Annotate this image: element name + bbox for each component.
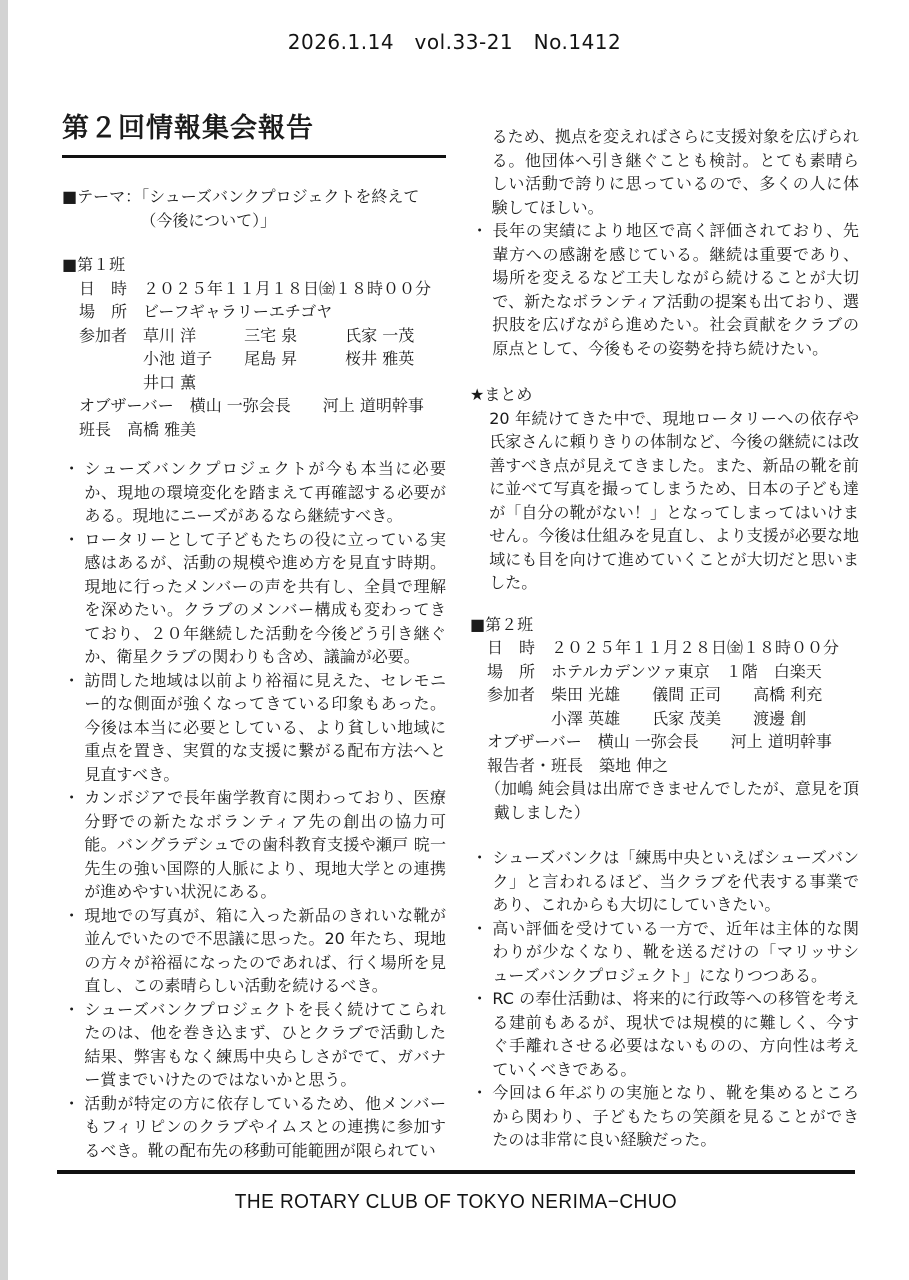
bullet-text: RC の奉仕活動は、将来的に行政等への移管を考える建前もあるが、現状では規模的に難しく、今すぐ手離れさせる必要はないものの、方向性は考えていくべきである。 [492,989,859,1079]
theme-line: ■テーマ：「シューズバンクプロジェクトを終えて [62,187,420,206]
bullet-marker: ・ [63,459,80,478]
bullet-marker: ・ [63,1093,80,1113]
bullet-marker: ・ [471,989,488,1008]
bullet-item [62,786,446,904]
theme-block [62,185,446,232]
footer [57,1170,855,1214]
bullet-item [62,998,446,1092]
meta-line: 場 所 ビーフギャラリーエチゴヤ [79,302,333,321]
group2-meta [487,636,859,777]
bullet-marker: ・ [471,918,488,938]
two-column-layout [0,54,909,1162]
meta-line: オブザーバー 横山 一弥会長 河上 道明幹事 [487,732,832,751]
bullet-text: 活動が特定の方に依存しているため、他メンバーもフィリピンのクラブやイムスとの連携に参加するべき。靴の配布先の移動可能範囲が限られてい [84,1093,446,1160]
absence-note: （加嶋 純会員は出席できませんでしたが、意見を頂戴しました） [485,779,859,822]
meta-line: 小澤 英雄 氏家 茂美 渡邊 創 [487,708,807,728]
bullet-text: 長年の実績により地区で高く評価されており、先輩方への感謝を感じている。継続は重要であり、場所を変えるなど工夫しながら続けることが大切で、新たなボランティア活動の提案も出ており、選択肢を広げながら進めたい。社会貢献をクラブの原点として、今後もその姿勢を持ち続けたい。 [492,221,859,358]
bullet-item [62,1092,446,1163]
left-column [62,54,446,1162]
bullet-marker: ・ [471,848,488,867]
bullet-text: カンボジアで長年歯学教育に関わっており、医療分野での新たなボランティア先の創出の協力可能。バングラデシュでの歯科教育支援や瀬戸 晥一先生の強い国際的人脈により、現地大学との連携が進めやすい状況にある。 [84,788,446,901]
meta-line: オブザーバー 横山 一弥会長 河上 道明幹事 [79,396,424,415]
group1-bullet-list [62,457,446,1162]
scan-edge [0,0,8,1280]
bullet-marker: ・ [471,1083,488,1102]
group2-bullet-list [470,846,859,1152]
bullet-text: 訪問した地域は以前より裕福に見えた、セレモニー的な側面が強くなってきている印象もあった。今後は本当に必要としている、より貧しい地域に重点を置き、実質的な支援に繋がる配布方法へと見直すべき。 [84,670,446,784]
bullet-item [62,669,446,787]
bullet-text: 今回は６年ぶりの実施となり、靴を集めるところから関わり、子どもたちの笑顔を見ることができたのは非常に良い経験だった。 [492,1083,859,1149]
group1-meta [79,277,446,442]
continued-paragraph: るため、拠点を変えればさらに支援対象を広げられる。他団体へ引き継ぐことも検討。とても素晴らしい活動で誇りに思っているので、多くの人に体験してほしい。 [491,127,859,217]
bullet-marker: ・ [471,221,488,240]
bullet-text: ロータリーとして子どもたちの役に立っている実感はあるが、活動の規模や進め方を見直す時期。現地に行ったメンバーの声を共有し、全員で理解を深めたい。クラブのメンバー構成も変わってきており、２０年継続した活動を今後どう引き継ぐか、衛星クラブの関わりも含め、議論が必要。 [84,529,446,666]
group2-heading: ■第２班 [470,614,534,634]
bullet-item [470,1081,859,1152]
club-name: THE ROTARY CLUB OF TOKYO NERIMA−CHUO [234,1190,678,1213]
bullet-item [62,904,446,998]
bullet-item [470,846,859,917]
meta-line: 日 時 ２０２５年１１月１８日㈮１８時００分 [79,278,432,298]
bullet-item [470,219,859,360]
right-top-bullet-list [470,219,859,360]
meta-line: 井口 薫 [79,372,197,392]
bullet-item [470,987,859,1081]
bullet-text: シューズバンクは「練馬中央といえばシューズバンク」と言われるほど、当クラブを代表する事業であり、これからも大切にしていきたい。 [492,848,859,914]
meta-line: 日 時 ２０２５年１１月２８日㈮１８時００分 [487,638,840,657]
bullet-marker: ・ [63,788,80,807]
group1-heading: ■第１班 [62,255,126,274]
footer-rule [57,1170,855,1174]
bullet-text: シューズバンクプロジェクトが今も本当に必要か、現地の環境変化を踏まえて再確認する必要がある。現地にニーズがあるなら継続すべき。 [84,459,446,525]
bullet-item [62,457,446,528]
bullet-text: 高い評価を受けている一方で、近年は主体的な関わりが少なくなり、靴を送るだけの「マリッサシューズバンクプロジェクト」になりつつある。 [492,918,859,985]
bullet-marker: ・ [63,670,80,690]
bullet-text: 現地での写真が、箱に入った新品のきれいな靴が並んでいたので不思議に思った。20 年たち、現地の方々が裕福になったのであれば、行く場所を見直し、この素晴らしい活動を続けるべき。 [84,905,446,995]
meta-line: 班長 高橋 雅美 [79,419,197,439]
bullet-marker: ・ [63,529,80,549]
meta-line: 参加者 草川 洋 三宅 泉 氏家 一茂 [79,325,415,345]
issue-line: 2026.1.14 vol.33-21 No.1412 [287,30,622,54]
summary-heading: ★まとめ [470,385,533,404]
bullet-text: シューズバンクプロジェクトを長く続けてこられたのは、他を巻き込まず、ひとクラブで活動した結果、弊害もなく練馬中央らしさがでて、ガバナー賞までいけたのではないかと思う。 [84,999,446,1089]
bullet-marker: ・ [63,999,80,1019]
page-title: 第２回情報集会報告 [62,111,446,158]
bullet-item [470,917,859,988]
right-column [470,54,859,1152]
theme-line-continued: （今後について）」 [140,210,277,230]
meta-line: 場 所 ホテルカデンツァ東京 １階 白楽天 [487,661,822,681]
bullet-marker: ・ [63,905,80,925]
meta-line: 小池 道子 尾島 昇 桜井 雅英 [79,349,415,368]
bullet-item [62,528,446,669]
meta-line: 報告者・班長 築地 伸之 [487,755,669,775]
meta-line: 参加者 柴田 光雄 儀間 正司 高橋 利充 [487,685,823,704]
summary-body: 20 年続けてきた中で、現地ロータリーへの依存や氏家さんに頼りきりの体制など、今後の継続には改善すべき点が見えてきました。また、新品の靴を前に並べて写真を撮ってしまうため、日本の子ども達が「自分の靴がない！」となってしまってはいけません。今後は仕組みを見直し、より支援が必要な地域にも目を向けて進めていくことが大切だと思いました。 [489,408,859,592]
